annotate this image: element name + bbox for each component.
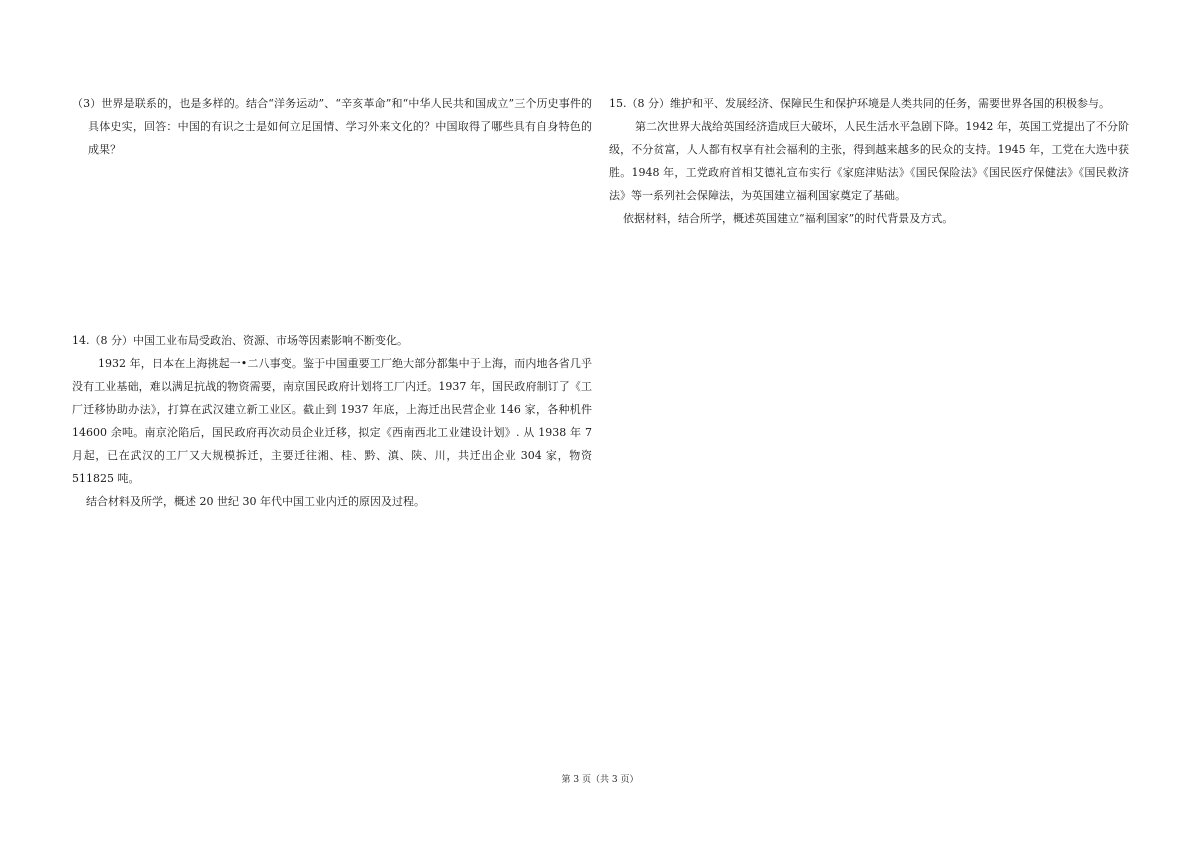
question-13-part-3: （3）世界是联系的，也是多样的。结合“洋务运动”、“辛亥革命”和“中华人民共和国成立”三个历史事件的具体史实，回答：中国的有识之士是如何立足国情、学习外来文化的？中国取得了哪些具有自身特色的成果？ bbox=[72, 97, 592, 156]
page-number-footer: 第 3 页（共 3 页） bbox=[561, 775, 639, 785]
left-column bbox=[72, 92, 592, 513]
right-column bbox=[609, 92, 1129, 230]
question-15-material: 第二次世界大战给英国经济造成巨大破坏，人民生活水平急剧下降。1942 年，英国工党提出了不分阶级，不分贫富，人人都有权享有社会福利的主张，得到越来越多的民众的支持。1945 年，工党在大选中获胜。1948 年，工党政府首相艾德礼宣布实行《家庭津贴法》《国民保险法》《国民医疗保健法》《国民救济法》等一系列社会保障法，为英国建立福利国家奠定了基础。 bbox=[609, 120, 1129, 202]
question-14-header: 14.（8 分）中国工业布局受政治、资源、市场等因素影响不断变化。 bbox=[72, 334, 408, 347]
question-15-header: 15.（8 分）维护和平、发展经济、保障民生和保护环境是人类共同的任务，需要世界各国的积极参与。 bbox=[609, 97, 1110, 110]
question-14-task: 结合材料及所学，概述 20 世纪 30 年代中国工业内迁的原因及过程。 bbox=[86, 495, 425, 508]
question-15-task: 依据材料，结合所学，概述英国建立“福利国家”的时代背景及方式。 bbox=[623, 212, 954, 225]
question-14-material: 1932 年，日本在上海挑起一•二八事变。鉴于中国重要工厂绝大部分都集中于上海，而内地各省几乎没有工业基础，难以满足抗战的物资需要，南京国民政府计划将工厂内迁。1937 年，国民政府制订了《工厂迁移协助办法》，打算在武汉建立新工业区。截止到 1937 年底，上海迁出民营企业 146 家，各种机件 14600 余吨。南京沦陷后，国民政府再次动员企业迁移，拟定《西南西北工业建设计划》. 从 1938 年 7 月起，已在武汉的工厂又大规模拆迁，主要迁往湘、桂、黔、滇、陕、川，共迁出企业 304 家，物资 511825 吨。 bbox=[72, 357, 592, 485]
